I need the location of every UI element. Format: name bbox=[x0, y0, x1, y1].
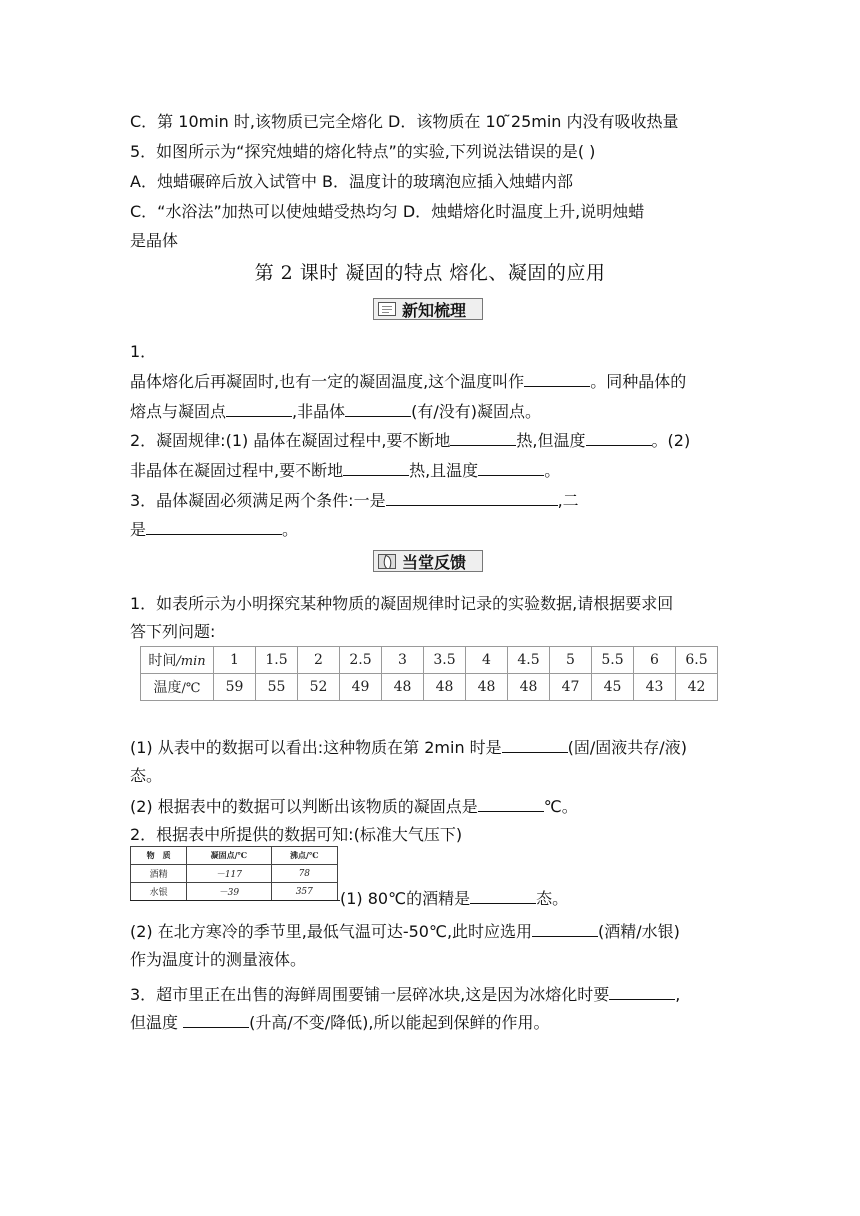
table-cell: 78 bbox=[271, 865, 337, 883]
text: 。 bbox=[282, 520, 299, 539]
time-cell: 1.5 bbox=[256, 647, 298, 674]
temp-cell: 48 bbox=[382, 674, 424, 701]
answer-blank[interactable] bbox=[586, 428, 652, 446]
time-cell: 2 bbox=[298, 647, 340, 674]
temp-cell: 47 bbox=[550, 674, 592, 701]
text: 。(2) bbox=[651, 431, 691, 450]
notebook-icon bbox=[378, 302, 396, 316]
time-cell: 5 bbox=[550, 647, 592, 674]
table-cell: 357 bbox=[271, 883, 337, 901]
time-cell: 1 bbox=[214, 647, 256, 674]
temp-cell: 49 bbox=[340, 674, 382, 701]
feedback-q2-sub1 bbox=[340, 886, 568, 911]
answer-blank[interactable] bbox=[450, 428, 516, 446]
answer-blank[interactable] bbox=[478, 794, 544, 812]
row-label: 温度 bbox=[153, 680, 182, 696]
temp-cell: 48 bbox=[424, 674, 466, 701]
time-cell: 5.5 bbox=[592, 647, 634, 674]
feedback-q1-sub1 bbox=[130, 735, 687, 760]
table-underline bbox=[130, 900, 340, 901]
table-cell: 水银 bbox=[131, 883, 187, 901]
answer-blank[interactable] bbox=[386, 488, 558, 506]
text: 是 bbox=[130, 520, 147, 539]
answer-blank[interactable] bbox=[524, 369, 590, 387]
time-cell: 6 bbox=[634, 647, 676, 674]
table-row bbox=[131, 883, 338, 901]
text: (有/没有)凝固点。 bbox=[411, 402, 541, 421]
row-header-time bbox=[141, 647, 214, 674]
text: , bbox=[675, 985, 681, 1004]
feedback-q1-line2: 答下列问题: bbox=[130, 622, 216, 641]
option-line-ab: A．烛蜡碾碎后放入试管中 B．温度计的玻璃泡应插入烛蜡内部 bbox=[130, 172, 574, 191]
text: (1) 从表中的数据可以看出:这种物质在第 2min 时是 bbox=[130, 738, 502, 757]
text: (1) 80℃的酒精是 bbox=[340, 889, 471, 908]
text: (固/固液共存/液) bbox=[567, 738, 687, 757]
knowledge-line-1 bbox=[130, 369, 686, 394]
knowledge-line-6 bbox=[130, 517, 298, 542]
option-line-cd-2: C．“水浴法”加热可以使烛蜡受热均匀 D．烛蜡熔化时温度上升,说明烛蜡 bbox=[130, 202, 645, 221]
table-cell: －39 bbox=[187, 883, 271, 901]
temp-cell: 48 bbox=[508, 674, 550, 701]
table-cell: －117 bbox=[187, 865, 271, 883]
answer-blank[interactable] bbox=[146, 517, 282, 535]
knowledge-line-3 bbox=[130, 428, 690, 453]
text: (2) 根据表中的数据可以判断出该物质的凝固点是 bbox=[130, 797, 478, 816]
header-cell: 凝固点/℃ bbox=[187, 847, 271, 865]
table-row-temperature bbox=[141, 674, 718, 701]
knowledge-line-4 bbox=[130, 458, 560, 483]
answer-blank[interactable] bbox=[470, 886, 536, 904]
row-unit: /min bbox=[176, 654, 206, 669]
time-cell: 6.5 bbox=[676, 647, 718, 674]
text: (升高/不变/降低),所以能起到保鲜的作用。 bbox=[249, 1013, 550, 1032]
temp-cell: 52 bbox=[298, 674, 340, 701]
feedback-q2: 2．根据表中所提供的数据可知:(标准大气压下) bbox=[130, 825, 463, 844]
question-5: 5．如图所示为“探究烛蜡的熔化特点”的实验,下列说法错误的是( ) bbox=[130, 142, 596, 161]
header-cell: 沸点/℃ bbox=[271, 847, 337, 865]
text: 。同种晶体的 bbox=[590, 372, 687, 391]
time-cell: 2.5 bbox=[340, 647, 382, 674]
text: 热,且温度 bbox=[409, 461, 479, 480]
feedback-q1-line1: 1．如表所示为小明探究某种物质的凝固规律时记录的实验数据,请根据要求回 bbox=[130, 594, 674, 613]
answer-blank[interactable] bbox=[345, 399, 411, 417]
text: 2．凝固规律:(1) 晶体在凝固过程中,要不断地 bbox=[130, 431, 451, 450]
answer-blank[interactable] bbox=[226, 399, 292, 417]
text: 3．晶体凝固必须满足两个条件:一是 bbox=[130, 491, 386, 510]
table-row-time bbox=[141, 647, 718, 674]
table-cell: 酒精 bbox=[131, 865, 187, 883]
option-line-cont: 是晶体 bbox=[130, 231, 179, 250]
section-header-feedback bbox=[373, 550, 483, 572]
text: 熔点与凝固点 bbox=[130, 402, 227, 421]
text: 热,但温度 bbox=[516, 431, 586, 450]
text: ℃。 bbox=[543, 797, 578, 816]
text: 晶体熔化后再凝固时,也有一定的凝固温度,这个温度叫作 bbox=[130, 372, 525, 391]
solidification-data-table bbox=[140, 646, 718, 701]
answer-blank[interactable] bbox=[502, 735, 568, 753]
feedback-q2-sub2 bbox=[130, 919, 680, 944]
text: 但温度 bbox=[130, 1013, 184, 1032]
text: 态。 bbox=[536, 889, 569, 908]
text: 非晶体在凝固过程中,要不断地 bbox=[130, 461, 344, 480]
time-cell: 3 bbox=[382, 647, 424, 674]
leaf-icon bbox=[378, 554, 396, 569]
text: (酒精/水银) bbox=[598, 922, 680, 941]
temp-cell: 59 bbox=[214, 674, 256, 701]
text: 3．超市里正在出售的海鲜周围要铺一层碎冰块,这是因为冰熔化时要 bbox=[130, 985, 610, 1004]
text: (2) 在北方寒冷的季节里,最低气温可达-50℃,此时应选用 bbox=[130, 922, 533, 941]
section-header-new-knowledge bbox=[373, 298, 483, 320]
time-cell: 4.5 bbox=[508, 647, 550, 674]
knowledge-line-5 bbox=[130, 488, 579, 513]
temp-cell: 45 bbox=[592, 674, 634, 701]
feedback-q3 bbox=[130, 982, 680, 1007]
answer-blank[interactable] bbox=[183, 1010, 249, 1028]
feedback-q3-cont bbox=[130, 1010, 549, 1035]
feedback-q1-sub1-cont: 态。 bbox=[130, 766, 163, 785]
temp-cell: 48 bbox=[466, 674, 508, 701]
answer-blank[interactable] bbox=[478, 458, 544, 476]
time-cell: 4 bbox=[466, 647, 508, 674]
table-header-row bbox=[131, 847, 338, 865]
feedback-q1-sub2 bbox=[130, 794, 578, 819]
knowledge-number-1: 1． bbox=[130, 342, 157, 361]
text: 。 bbox=[544, 461, 561, 480]
knowledge-line-2 bbox=[130, 399, 541, 424]
feedback-q2-sub2-cont: 作为温度计的测量液体。 bbox=[130, 950, 307, 969]
answer-blank[interactable] bbox=[343, 458, 409, 476]
lesson-title: 第 2 课时 凝固的特点 熔化、凝固的应用 bbox=[254, 262, 606, 284]
answer-blank[interactable] bbox=[609, 982, 675, 1000]
answer-blank[interactable] bbox=[532, 919, 598, 937]
option-line-cd: C．第 10min 时,该物质已完全熔化 D．该物质在 10 ̃25min 内没有吸收热量 bbox=[130, 112, 679, 131]
temp-cell: 42 bbox=[676, 674, 718, 701]
table-row bbox=[131, 865, 338, 883]
substance-table bbox=[130, 846, 338, 901]
section-header-label: 新知梳理 bbox=[402, 300, 467, 320]
row-header-temperature bbox=[141, 674, 214, 701]
text: ,非晶体 bbox=[292, 402, 346, 421]
time-cell: 3.5 bbox=[424, 647, 466, 674]
header-cell: 物 质 bbox=[131, 847, 187, 865]
row-unit: /℃ bbox=[181, 681, 201, 696]
text: ,二 bbox=[557, 491, 579, 510]
temp-cell: 55 bbox=[256, 674, 298, 701]
temp-cell: 43 bbox=[634, 674, 676, 701]
row-label: 时间 bbox=[148, 653, 177, 669]
section-header-label: 当堂反馈 bbox=[402, 552, 467, 572]
